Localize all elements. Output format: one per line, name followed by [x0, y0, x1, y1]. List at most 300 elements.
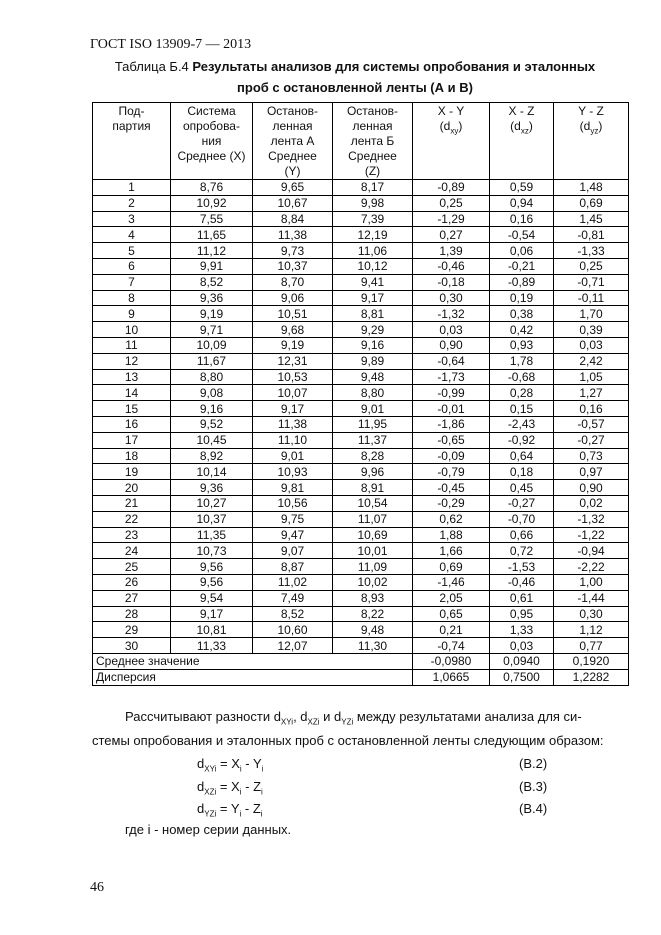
table-cell: 9,68 [253, 322, 333, 338]
table-cell: -0,92 [490, 432, 554, 448]
text: - Z [241, 779, 262, 794]
table-cell: 9,47 [253, 527, 333, 543]
text: Рассчитывают разности d [125, 709, 281, 724]
table-cell: 11,35 [171, 527, 253, 543]
table-row [93, 464, 629, 480]
table-cell: -0,57 [554, 416, 629, 432]
table-cell: 14 [93, 385, 171, 401]
header-subscript: yz [590, 126, 599, 136]
table-cell: 0,59 [490, 180, 554, 196]
table-cell: 18 [93, 448, 171, 464]
results-table [92, 102, 629, 686]
table-cell: 0,16 [554, 401, 629, 417]
text: = Y [216, 801, 240, 816]
table-caption-title-line2: проб с остановленной ленты (А и В) [237, 80, 473, 95]
table-cell: 1,33 [490, 622, 554, 638]
table-row [93, 480, 629, 496]
header-line: Останов- [346, 104, 399, 118]
table-cell: 0,97 [554, 464, 629, 480]
table-cell: 2,42 [554, 353, 629, 369]
table-cell: 17 [93, 432, 171, 448]
table-cell: 10,45 [171, 432, 253, 448]
table-cell: 0,21 [413, 622, 490, 638]
table-cell: 0,25 [413, 195, 490, 211]
text: d [197, 779, 205, 794]
formula-b2 [197, 756, 263, 774]
table-cell: 0,30 [413, 290, 490, 306]
table-cell: -1,44 [554, 590, 629, 606]
table-cell: 0,77 [554, 638, 629, 654]
table-cell: 8 [93, 290, 171, 306]
text: , d [293, 709, 308, 724]
table-cell: 0,38 [490, 306, 554, 322]
table-caption-label: Таблица Б.4 [114, 59, 189, 74]
table-cell: 9,96 [333, 464, 413, 480]
table-cell: 8,84 [253, 211, 333, 227]
subscript: i [261, 787, 263, 797]
table-cell: 0,16 [490, 211, 554, 227]
table-cell: 10,54 [333, 495, 413, 511]
table-row [93, 527, 629, 543]
table-cell: -0,01 [413, 401, 490, 417]
table-cell: 10,07 [253, 385, 333, 401]
header-line: Среднее (X) [177, 149, 246, 163]
header-diff-xz [490, 103, 554, 180]
table-cell: 9,54 [171, 590, 253, 606]
table-cell: 10,37 [253, 258, 333, 274]
subscript: i [261, 764, 264, 774]
table-cell: 9,71 [171, 322, 253, 338]
table-cell: -1,33 [554, 243, 629, 259]
table-cell: 9,98 [333, 195, 413, 211]
table-cell: -1,73 [413, 369, 490, 385]
table-cell: 2 [93, 195, 171, 211]
table-cell: 1,12 [554, 622, 629, 638]
table-cell: 13 [93, 369, 171, 385]
table-cell: 1,45 [554, 211, 629, 227]
table-cell: -0,29 [413, 495, 490, 511]
table-cell: -0,70 [490, 511, 554, 527]
table-cell: 1,27 [554, 385, 629, 401]
table-caption-title-line1: Результаты анализов для системы опробования и эталонных [192, 59, 596, 74]
table-cell: 0,62 [413, 511, 490, 527]
summary-label: Дисперсия [93, 669, 413, 685]
table-cell: 9,41 [333, 274, 413, 290]
table-row [93, 543, 629, 559]
table-cell: -0,94 [554, 543, 629, 559]
table-cell: 0,90 [413, 337, 490, 353]
table-cell: 8,91 [333, 480, 413, 496]
table-cell: 10,09 [171, 337, 253, 353]
table-body [93, 180, 629, 686]
subscript: XYi [280, 717, 294, 727]
table-cell: 20 [93, 480, 171, 496]
table-cell: 4 [93, 227, 171, 243]
table-cell: 0,28 [490, 385, 554, 401]
table-cell: -0,27 [554, 432, 629, 448]
text: и d [319, 709, 342, 724]
header-sub-post: ) [528, 119, 533, 133]
table-cell: 9 [93, 306, 171, 322]
table-cell: 9,17 [253, 401, 333, 417]
table-cell: 9,19 [253, 337, 333, 353]
header-line: Y - Z [578, 104, 604, 118]
header-line [415, 119, 487, 138]
table-cell: 11,07 [333, 511, 413, 527]
table-cell: 12 [93, 353, 171, 369]
table-cell: -0,65 [413, 432, 490, 448]
table-cell: 23 [93, 527, 171, 543]
formula-b2-number: (B.2) [519, 756, 548, 771]
header-sub-post: ) [458, 119, 463, 133]
table-cell: 0,15 [490, 401, 554, 417]
header-line: лента Б [350, 134, 395, 148]
table-cell: 0,03 [490, 638, 554, 654]
header-sub-pre: (d [510, 119, 521, 133]
table-cell: 9,16 [171, 401, 253, 417]
table-cell: 11,33 [171, 638, 253, 654]
table-cell: -0,54 [490, 227, 554, 243]
table-cell: -0,71 [554, 274, 629, 290]
subscript: YZi [341, 717, 354, 727]
table-header-row [93, 103, 629, 180]
table-cell: 9,19 [171, 306, 253, 322]
table-cell: 21 [93, 495, 171, 511]
table-cell: -0,81 [554, 227, 629, 243]
table-cell: 7,39 [333, 211, 413, 227]
table-cell: 2,05 [413, 590, 490, 606]
table-row [93, 416, 629, 432]
header-subbatch [93, 103, 171, 180]
table-cell: 8,87 [253, 559, 333, 575]
header-sub-pre: (d [579, 119, 591, 133]
table-cell: 22 [93, 511, 171, 527]
table-row [93, 353, 629, 369]
paragraph-2: стемы опробования и эталонных проб с остановленной ленты следующим образом: [92, 733, 604, 748]
table-cell: 8,52 [253, 606, 333, 622]
table-cell: 0,65 [413, 606, 490, 622]
table-cell: 9,56 [171, 574, 253, 590]
table-row [93, 511, 629, 527]
table-cell: -1,32 [554, 511, 629, 527]
summary-value: 0,0940 [490, 653, 554, 669]
table-cell: 9,01 [333, 401, 413, 417]
table-cell: 11,12 [171, 243, 253, 259]
table-cell: 1 [93, 180, 171, 196]
table-cell: 7,49 [253, 590, 333, 606]
table-cell: -0,64 [413, 353, 490, 369]
header-sub-pre: (d [439, 119, 451, 133]
table-cell: 1,05 [554, 369, 629, 385]
table-cell: -1,46 [413, 574, 490, 590]
table-cell: 11,38 [253, 416, 333, 432]
subscript: i [239, 809, 242, 819]
table-cell: -0,74 [413, 638, 490, 654]
header-line: лента А [270, 134, 315, 148]
table-cell: -0,46 [413, 258, 490, 274]
table-cell: 9,29 [333, 322, 413, 338]
table-cell: 27 [93, 590, 171, 606]
table-cell: 11,10 [253, 432, 333, 448]
table-cell: 0,03 [554, 337, 629, 353]
table-cell: 0,69 [554, 195, 629, 211]
subscript: i [239, 787, 242, 797]
table-cell: -0,27 [490, 495, 554, 511]
table-cell: -0,99 [413, 385, 490, 401]
table-cell: 9,91 [171, 258, 253, 274]
header-line [556, 119, 626, 138]
table-cell: 11,09 [333, 559, 413, 575]
table-cell: 10,73 [171, 543, 253, 559]
table-cell: 11,37 [333, 432, 413, 448]
table-cell: 29 [93, 622, 171, 638]
table-row [93, 401, 629, 417]
table-cell: 0,95 [490, 606, 554, 622]
table-cell: 8,76 [171, 180, 253, 196]
table-cell: -0,18 [413, 274, 490, 290]
table-cell: 0,02 [554, 495, 629, 511]
table-cell: 10,27 [171, 495, 253, 511]
table-cell: 9,36 [171, 480, 253, 496]
table-cell: 7,55 [171, 211, 253, 227]
table-cell: 1,00 [554, 574, 629, 590]
table-cell: 1,78 [490, 353, 554, 369]
table-row [93, 227, 629, 243]
table-cell: 0,69 [413, 559, 490, 575]
summary-value: 1,0665 [413, 669, 490, 685]
table-cell: -0,89 [490, 274, 554, 290]
formula-b4-number: (B.4) [519, 801, 548, 816]
table-cell: 10,12 [333, 258, 413, 274]
header-line: ния [201, 134, 222, 148]
table-caption [90, 56, 620, 98]
header-belt-b-mean [333, 103, 413, 180]
text: d [197, 801, 205, 816]
table-cell: 9,65 [253, 180, 333, 196]
table-cell: 9,01 [253, 448, 333, 464]
table-cell: 0,73 [554, 448, 629, 464]
table-cell: -0,21 [490, 258, 554, 274]
table-cell: -1,29 [413, 211, 490, 227]
table-cell: -0,46 [490, 574, 554, 590]
header-line: Останов- [266, 104, 319, 118]
where-note: где i - номер серии данных. [125, 822, 292, 837]
table-cell: 9,73 [253, 243, 333, 259]
table-cell: 9,16 [333, 337, 413, 353]
table-cell: -0,09 [413, 448, 490, 464]
table-cell: 3 [93, 211, 171, 227]
table-cell: 0,27 [413, 227, 490, 243]
table-row [93, 274, 629, 290]
table-row [93, 432, 629, 448]
table-cell: 8,80 [333, 385, 413, 401]
table-cell: -2,22 [554, 559, 629, 575]
table-cell: 10,60 [253, 622, 333, 638]
table-cell: 25 [93, 559, 171, 575]
table-cell: -1,22 [554, 527, 629, 543]
table-cell: 10,53 [253, 369, 333, 385]
table-cell: 9,48 [333, 622, 413, 638]
table-cell: 16 [93, 416, 171, 432]
table-row [93, 559, 629, 575]
table-cell: 9,75 [253, 511, 333, 527]
summary-value: 0,1920 [554, 653, 629, 669]
table-row [93, 290, 629, 306]
formula-b4 [197, 801, 263, 819]
subscript: XYi [204, 764, 217, 774]
header-subscript: xy [450, 126, 459, 136]
table-row [93, 258, 629, 274]
table-cell: -1,86 [413, 416, 490, 432]
header-line: ленная [272, 119, 313, 133]
table-cell: 1,70 [554, 306, 629, 322]
table-cell: 11,06 [333, 243, 413, 259]
table-cell: 10,37 [171, 511, 253, 527]
table-cell: 5 [93, 243, 171, 259]
table-cell: 10,81 [171, 622, 253, 638]
table-cell: 9,06 [253, 290, 333, 306]
text: между результатами анализа для си- [353, 709, 582, 724]
header-diff-yz [554, 103, 629, 180]
summary-label: Среднее значение [93, 653, 413, 669]
table-row [93, 180, 629, 196]
table-row [93, 369, 629, 385]
paragraph-1 [125, 709, 582, 727]
table-cell: 0,39 [554, 322, 629, 338]
table-cell: 10 [93, 322, 171, 338]
header-diff-xy [413, 103, 490, 180]
table-cell: 8,17 [333, 180, 413, 196]
table-cell: 8,70 [253, 274, 333, 290]
table-cell: 8,22 [333, 606, 413, 622]
formula-b3-number: (B.3) [519, 779, 548, 794]
table-cell: 9,17 [333, 290, 413, 306]
table-cell: -2,43 [490, 416, 554, 432]
table-cell: -1,32 [413, 306, 490, 322]
header-line: партия [112, 119, 151, 133]
table-cell: 0,06 [490, 243, 554, 259]
table-cell: 19 [93, 464, 171, 480]
text: - Z [241, 801, 261, 816]
table-cell: 11,02 [253, 574, 333, 590]
header-line: Под- [118, 104, 145, 118]
table-cell: 9,56 [171, 559, 253, 575]
table-row [93, 495, 629, 511]
subscript: XZi [307, 717, 320, 727]
header-line: (Y) [284, 164, 301, 178]
subscript: YZi [204, 809, 217, 819]
table-row [93, 322, 629, 338]
header-line [492, 119, 551, 138]
table-cell: -0,68 [490, 369, 554, 385]
summary-row [93, 653, 629, 669]
table-cell: 30 [93, 638, 171, 654]
summary-value: 0,7500 [490, 669, 554, 685]
text: = X [216, 779, 240, 794]
header-system-mean [171, 103, 253, 180]
table-cell: 8,92 [171, 448, 253, 464]
table-cell: 11,65 [171, 227, 253, 243]
table-cell: 0,94 [490, 195, 554, 211]
table-cell: 1,88 [413, 527, 490, 543]
table-row [93, 590, 629, 606]
page-number: 46 [90, 880, 104, 895]
table-cell: 1,39 [413, 243, 490, 259]
table-row [93, 622, 629, 638]
table-cell: 0,18 [490, 464, 554, 480]
table-cell: 0,66 [490, 527, 554, 543]
table-row [93, 574, 629, 590]
table-cell: 10,67 [253, 195, 333, 211]
table-cell: -0,45 [413, 480, 490, 496]
header-line: (Z) [364, 164, 381, 178]
table-cell: 0,30 [554, 606, 629, 622]
table-cell: 10,01 [333, 543, 413, 559]
table-cell: -0,79 [413, 464, 490, 480]
table-cell: 11,95 [333, 416, 413, 432]
table-row [93, 195, 629, 211]
table-cell: 8,28 [333, 448, 413, 464]
header-line: X - Z [508, 104, 535, 118]
table-cell: 9,36 [171, 290, 253, 306]
table-row [93, 606, 629, 622]
table-cell: 0,19 [490, 290, 554, 306]
table-row [93, 638, 629, 654]
table-cell: 28 [93, 606, 171, 622]
summary-value: -0,0980 [413, 653, 490, 669]
header-line: Система [187, 104, 236, 118]
summary-row [93, 669, 629, 685]
text: d [197, 756, 205, 771]
table-cell: 9,08 [171, 385, 253, 401]
table-row [93, 306, 629, 322]
table-cell: 6 [93, 258, 171, 274]
table-cell: 10,69 [333, 527, 413, 543]
table-cell: 10,14 [171, 464, 253, 480]
table-cell: 24 [93, 543, 171, 559]
table-row [93, 385, 629, 401]
header-line: Среднее [348, 149, 397, 163]
table-cell: 0,03 [413, 322, 490, 338]
table-row [93, 448, 629, 464]
summary-value: 1,2282 [554, 669, 629, 685]
header-line: Среднее [268, 149, 317, 163]
table-row [93, 337, 629, 353]
table-cell: 8,93 [333, 590, 413, 606]
table-cell: 0,25 [554, 258, 629, 274]
table-cell: 9,81 [253, 480, 333, 496]
table-cell: 0,90 [554, 480, 629, 496]
table-cell: 1,66 [413, 543, 490, 559]
table-cell: 0,61 [490, 590, 554, 606]
table-cell: 0,93 [490, 337, 554, 353]
table-cell: 10,02 [333, 574, 413, 590]
table-cell: 12,07 [253, 638, 333, 654]
table-cell: 11,38 [253, 227, 333, 243]
table-cell: 9,48 [333, 369, 413, 385]
table-row [93, 243, 629, 259]
table-cell: 9,17 [171, 606, 253, 622]
table-cell: 11 [93, 337, 171, 353]
table-row [93, 211, 629, 227]
header-subscript: xz [520, 126, 529, 136]
subscript: XZi [204, 787, 217, 797]
header-line: ленная [352, 119, 393, 133]
table-cell: 10,93 [253, 464, 333, 480]
document-standard-header: ГОСТ ISO 13909-7 — 2013 [90, 37, 252, 52]
table-cell: 12,31 [253, 353, 333, 369]
table-cell: 8,81 [333, 306, 413, 322]
